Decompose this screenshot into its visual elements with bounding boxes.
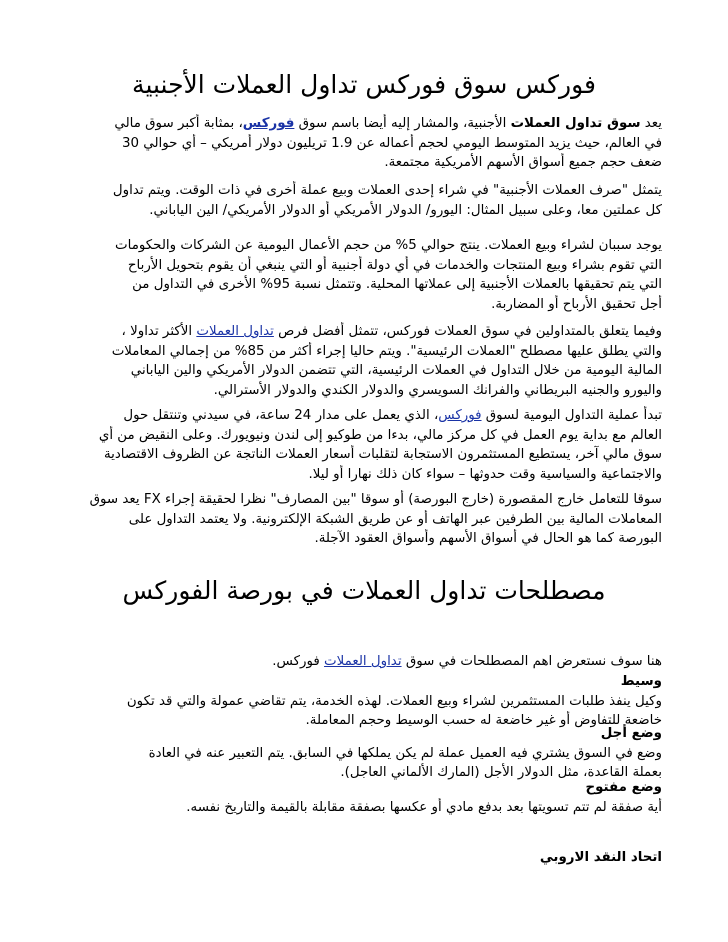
paragraph-line: سوق مالي آخر، يستطيع المستثمرون الاستجابة لتقلبات أسعار العملات الناتجة عن الظروف الاقتصادية <box>103 447 662 463</box>
terms-intro <box>60 652 662 672</box>
currency-trading-link[interactable]: تداول العملات <box>324 654 402 669</box>
paragraph-line: البورصة كما هو الحال في أسواق الأسهم وأسواق العقود الآجلة. <box>314 531 662 547</box>
paragraph-line: العالم مع بداية يوم العمل في كل مركز مالي، بدءا من طوكيو إلى لندن ونيويورك. وعلى النقيض من أي <box>98 427 662 443</box>
forex-link[interactable]: فوركس <box>438 408 482 423</box>
text-run: هنا سوف نستعرض اهم المصطلحات في سوق <box>401 654 662 669</box>
paragraph-line: واليورو والجنيه البريطاني والفرانك السويسري والدولار الكندي والدولار الأسترالي. <box>213 382 662 398</box>
paragraph-line: خاضعة للتفاوض أو غير خاضعة له حسب الوسيط وحجم المعاملة. <box>305 713 662 729</box>
term-heading: وضع أجل <box>600 726 662 741</box>
forex-link[interactable]: فوركس <box>242 116 295 131</box>
paragraph-line: كل عملتين معا، وعلى سبيل المثال: اليورو/ الدولار الأمريكي أو الدولار الأمريكي/ الين الياباني. <box>149 202 662 218</box>
paragraph-line <box>60 114 662 134</box>
currency-trading-link[interactable]: تداول العملات <box>196 324 274 339</box>
paragraph-line: وكيل ينفذ طلبات المستثمرين لشراء وبيع العملات. لهذه الخدمة، يتم تقاضي عمولة والتي قد تكون <box>126 693 662 709</box>
paragraph-line: والاجتماعية والسياسية وقت حدوثها – سواء كان ذلك نهارا أو ليلا. <box>308 466 662 482</box>
text-run: ، بمثابة أكبر سوق مالي <box>114 116 243 131</box>
term-entry-long-position <box>60 724 662 783</box>
paragraph-reasons <box>60 236 662 314</box>
paragraph-line: أية صفقة لم تتم تسويتها بعد بدفع مادي أو عكسها بصفقة مقابلة بالقيمة والتاريخ نفسه. <box>186 799 662 815</box>
paragraph-definition <box>60 181 662 220</box>
paragraph-line: سوقا للتعامل خارج المقصورة (خارج البورصة) أو سوقا "بين المصارف" نظرا لحقيقة إجراء FX يعد سوق <box>89 492 662 507</box>
paragraph-line: في العالم، حيث يزيد المتوسط اليومي لحجم أعماله عن 1.9 تريليون دولار أمريكي – أي حوالي 30 <box>122 135 662 151</box>
text-run: يعد <box>640 116 662 131</box>
text-run: الأجنبية، والمشار إليه أيضا باسم سوق <box>294 116 511 131</box>
paragraph-line: أجل تحقيق الأرباح أو المضاربة. <box>491 296 662 312</box>
paragraph-line: ضعف حجم جميع أسواق الأسهم الأمريكية مجتمعة. <box>384 155 662 171</box>
page-title: فوركس سوق فوركس تداول العملات الأجنبية <box>132 70 596 99</box>
paragraph-line <box>60 406 662 426</box>
text-run: تبدأ عملية التداول اليومية لسوق <box>481 408 662 423</box>
paragraph-line: يوجد سببان لشراء وبيع العملات. ينتج حوالي 5% من حجم الأعمال اليومية عن الشركات والحكومات <box>115 238 662 253</box>
paragraph-line: وضع في السوق يشتري فيه العميل عملة لم يكن يملكها في السابق. يتم التعبير عنه في العادة <box>148 745 662 761</box>
term-heading: وسيط <box>620 674 662 689</box>
paragraph-line: المالية اليومية من خلال التداول في العملات الرئيسية، التي تتضمن الدولار الأمريكي والين الياباني <box>130 363 662 379</box>
paragraph-line: يتمثل "صرف العملات الأجنبية" في شراء إحدى العملات وبيع عملة أخرى في ذات الوقت. ويتم تداول <box>112 183 662 198</box>
bold-term: سوق تداول العملات <box>510 116 641 131</box>
text-run: الأكثر تداولا ، <box>121 324 197 339</box>
paragraph-intro <box>60 114 662 173</box>
paragraph-major-currencies <box>60 322 662 400</box>
paragraph-line: التي يتم تحقيقها بالعملات الأجنبية إلى عملاتها المحلية. وتتمثل نسبة 95% الأخرى في التداول من <box>132 277 662 293</box>
term-entry-broker <box>60 672 662 731</box>
term-heading: اتحاد النقد الاروبي <box>539 850 662 865</box>
paragraph-line: والتي يطلق عليها مصطلح "العملات الرئيسية". ويتم حاليا إجراء أكثر من 85% من إجمالي المعاملات <box>111 343 662 359</box>
term-entry-open-position <box>60 778 662 817</box>
paragraph-line: بعملة القاعدة، مثل الدولار الأجل (المارك الألماني العاجل). <box>340 765 662 781</box>
term-heading: وضع مفتوح <box>585 780 662 795</box>
paragraph-line <box>60 652 662 672</box>
paragraph-otc-market <box>60 490 662 549</box>
term-entry-emu <box>60 848 662 868</box>
paragraph-line: التي تقوم بشراء وبيع المنتجات والخدمات في أي دولة أجنبية أو التي ينبغي أن يقوم بتحويل الأرباح <box>127 257 662 273</box>
paragraph-line <box>60 322 662 342</box>
section-title: مصطلحات تداول العملات في بورصة الفوركس <box>122 576 606 605</box>
text-run: وفيما يتعلق بالمتداولين في سوق العملات فوركس، تتمثل أفضل فرص <box>273 324 662 339</box>
text-run: ، الذي يعمل على مدار 24 ساعة، في سيدني وتنتقل حول <box>123 408 439 423</box>
paragraph-trading-hours <box>60 406 662 484</box>
text-run: فوركس. <box>272 654 325 669</box>
paragraph-line: المعاملات المالية بين الطرفين عبر الهاتف أو عن طريق الشبكة الإلكترونية. ولا يعتمد التداول على <box>128 511 662 527</box>
